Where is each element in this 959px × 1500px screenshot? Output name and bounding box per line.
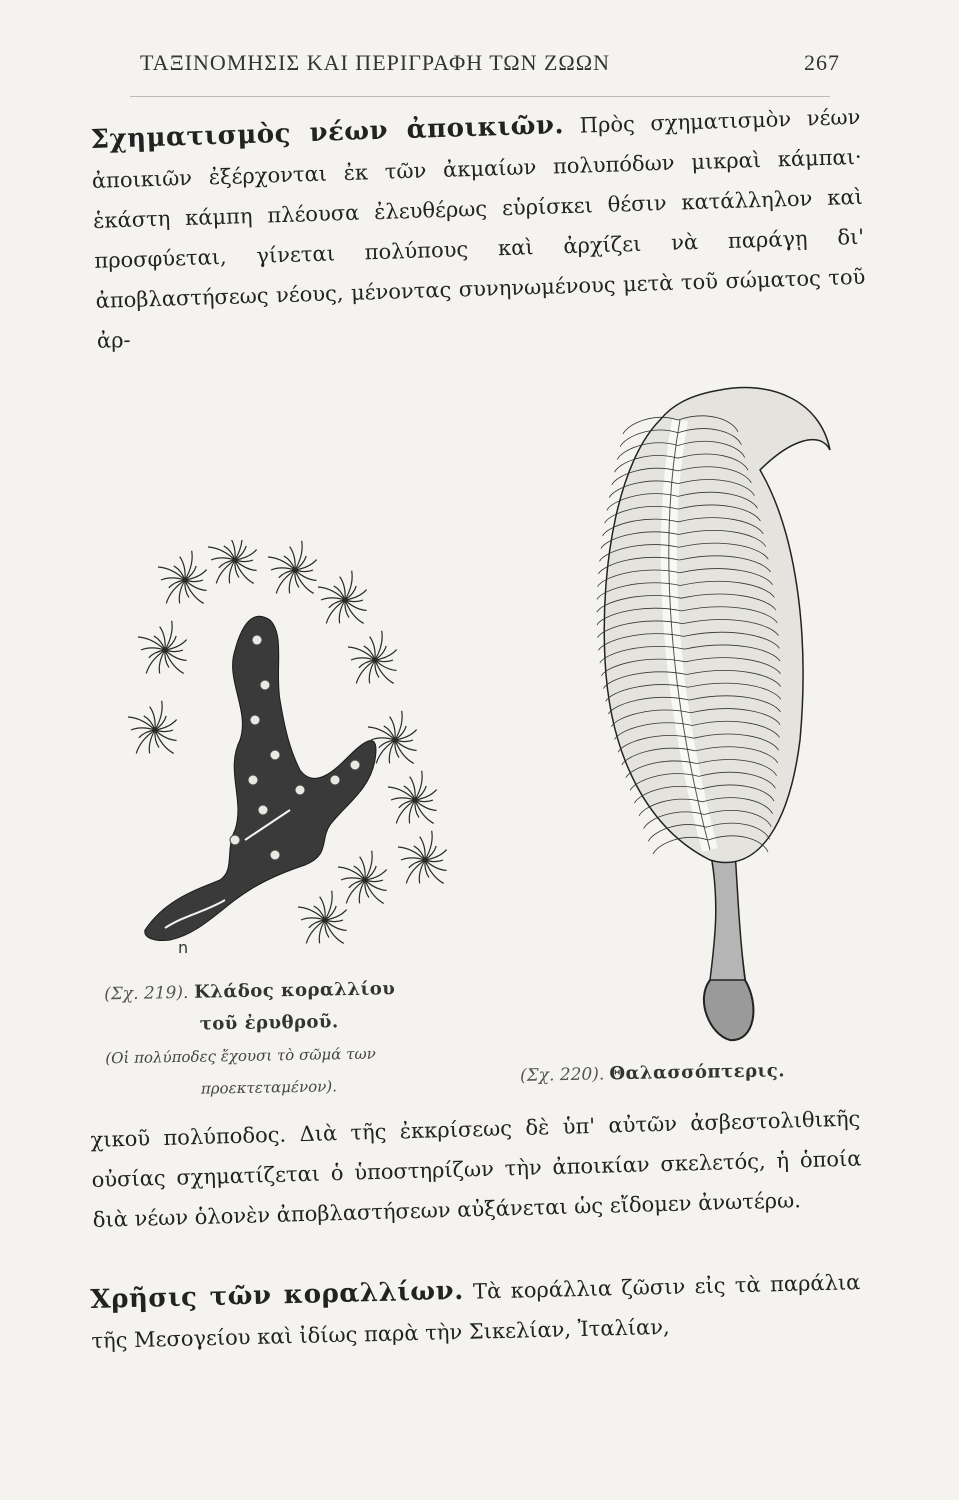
page-number: 267 xyxy=(804,50,840,75)
paragraph-body: Πρὸς σχηματισμὸν νέων ἀποικιῶν ἐξέρχονται ἐκ τῶν ἀκμαίων πολυπόδων μικραὶ κάμπαι· ἑκάστη κάμπη πλέουσα ἐλευθέρως εὑρίσκει θέσιν κατάλληλον καὶ προσφύεται, γίνεται πολύπους καὶ ἀρχίζει νὰ παράγῃ δι' ἀποβλαστήσεως νέους, μένοντας συνηνωμένους μετὰ τοῦ σώματος τοῦ ἀρ- xyxy=(91,104,866,353)
paragraph-heading: Σχηματισμὸς νέων ἀποικιῶν. xyxy=(90,110,565,155)
figure-note-line1: (Οἱ πολύποδες ἔχουσι τὸ σῶμά των xyxy=(105,1044,376,1068)
paragraph-coral-uses xyxy=(90,1261,862,1361)
figure-number: (Σχ. 219). xyxy=(104,982,189,1005)
coral-branch-illustration xyxy=(125,540,465,960)
figure-note-line2: προεκτεταμένον). xyxy=(200,1077,338,1098)
caption-figure-219 xyxy=(104,972,486,1107)
figure-title-line2: τοῦ ἐρυθροῦ. xyxy=(199,1011,339,1035)
paragraph-body: χικοῦ πολύποδος. Διὰ τῆς ἐκκρίσεως δὲ ὑπ' αὐτῶν ἀσβεστολιθικῆς οὐσίας σχηματίζεται ὁ ὑποστηρίζων τὴν ἀποικίαν σκελετός, ἡ ὁποία διὰ νέων ὁλονὲν ἀποβλαστήσεων αὐξάνεται ὡς εἴδομεν ἀνωτέρω. xyxy=(90,1106,862,1232)
running-head-title: ΤΑΞΙΝΟΜΗΣΙΣ ΚΑΙ ΠΕΡΙΓΡΑΦΗ ΤΩΝ ΖΩΩΝ xyxy=(140,50,611,75)
caption-figure-220 xyxy=(520,1059,850,1086)
header-rule xyxy=(130,96,830,97)
paragraph-skeleton xyxy=(90,1099,863,1240)
figure-title: Θαλασσόπτερις. xyxy=(609,1060,786,1085)
sea-pen-illustration xyxy=(560,380,850,1060)
running-head xyxy=(140,50,840,76)
figure-label-n: n xyxy=(178,938,189,957)
paragraph-new-colonies xyxy=(90,96,867,361)
figure-title-line1: Κλάδος κοραλλίου xyxy=(193,978,396,1003)
figure-number: (Σχ. 220). xyxy=(519,1064,605,1086)
paragraph-heading: Χρῆσις τῶν κοραλλίων. xyxy=(90,1275,465,1315)
paragraph-body: Τὰ κοράλλια ζῶσιν εἰς τὰ παράλια τῆς Μεσογείου καὶ ἰδίως παρὰ τὴν Σικελίαν, Ἰταλίαν, xyxy=(91,1270,861,1353)
